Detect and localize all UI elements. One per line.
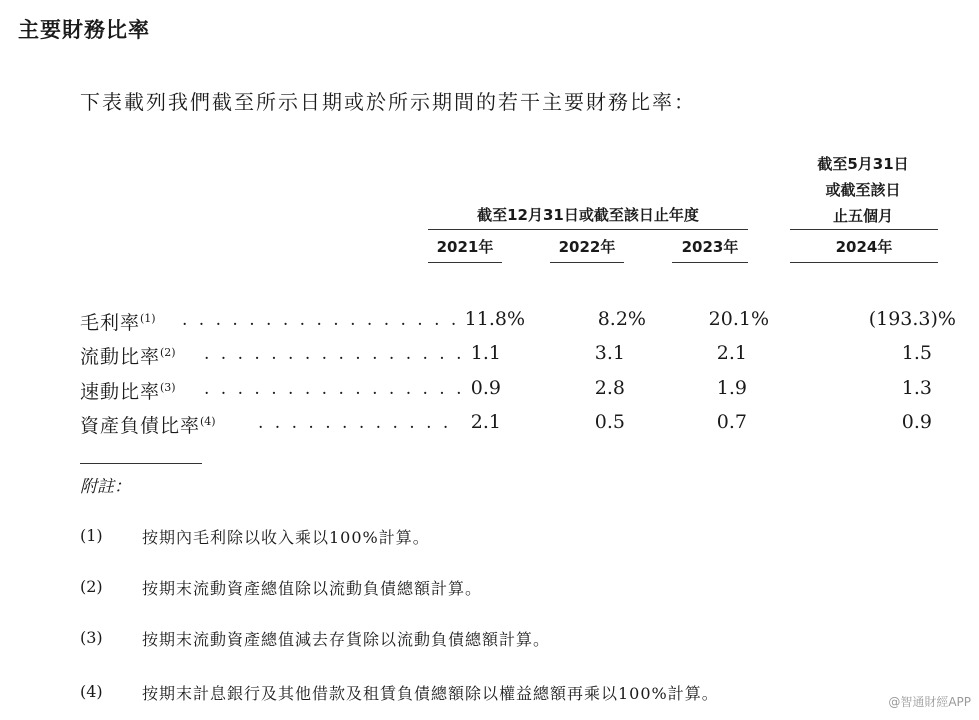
table-cell: 20.1% xyxy=(708,308,769,330)
column-header-2024: 2024年 xyxy=(835,238,893,256)
note-text: 按期末流動資產總值除以流動負債總額計算。 xyxy=(142,579,483,598)
period-header-line: 截至5月31日 xyxy=(817,155,909,173)
note-number: (1) xyxy=(80,526,103,545)
row-label-text: 流動比率 xyxy=(80,346,161,368)
table-cell: (193.3)% xyxy=(868,308,956,330)
watermark: @智通財經APP xyxy=(888,695,971,709)
table-cell: 3.1 xyxy=(594,342,625,364)
leader-dots: . . . . . . . . . . . . . . . . xyxy=(204,344,465,364)
footnote-marker: (3) xyxy=(160,381,176,394)
row-label-text: 資產負債比率 xyxy=(80,415,201,437)
note-text: 按期末計息銀行及其他借款及租賃負債總額除以權益總額再乘以100%計算。 xyxy=(142,684,719,703)
column-rule xyxy=(428,262,502,263)
column-rule xyxy=(550,262,624,263)
row-label-text: 毛利率 xyxy=(80,312,141,334)
table-cell: 0.9 xyxy=(901,411,932,433)
period-header-line: 或截至該日 xyxy=(825,181,901,199)
period-header-rule xyxy=(790,229,938,230)
column-rule xyxy=(790,262,938,263)
note-number: (4) xyxy=(80,682,103,701)
table-cell: 1.9 xyxy=(716,377,747,399)
note-text: 按期末流動資產總值減去存貨除以流動負債總額計算。 xyxy=(142,630,551,649)
table-cell: 1.3 xyxy=(901,377,932,399)
column-header-2023: 2023年 xyxy=(681,238,739,256)
note-text: 按期內毛利除以收入乘以100%計算。 xyxy=(142,528,430,547)
row-label-gearing-ratio xyxy=(80,411,216,438)
table-cell: 2.1 xyxy=(716,342,747,364)
table-cell: 0.5 xyxy=(594,411,625,433)
footnote-marker: (1) xyxy=(140,312,156,325)
leader-dots: . . . . . . . . . . . . . . . . xyxy=(204,379,465,399)
intro-paragraph: 下表載列我們截至所示日期或於所示期間的若干主要財務比率： xyxy=(80,90,696,114)
group-header: 截至12月31日或截至該日止年度 xyxy=(477,206,699,224)
table-cell: 0.7 xyxy=(716,411,747,433)
table-cell: 8.2% xyxy=(597,308,646,330)
note-number: (3) xyxy=(80,628,103,647)
period-header-line: 止五個月 xyxy=(832,207,893,225)
column-header-2021: 2021年 xyxy=(436,238,494,256)
table-cell: 11.8% xyxy=(464,308,525,330)
leader-dots: . . . . . . . . . . . . xyxy=(258,413,452,433)
notes-divider xyxy=(80,463,202,464)
table-cell: 1.1 xyxy=(470,342,501,364)
period-header xyxy=(790,151,936,229)
notes-title: 附註： xyxy=(80,477,131,497)
column-rule xyxy=(672,262,748,263)
table-cell: 1.5 xyxy=(901,342,932,364)
row-label-current-ratio xyxy=(80,342,176,369)
note-number: (2) xyxy=(80,577,103,596)
row-label-quick-ratio xyxy=(80,377,176,404)
footnote-marker: (2) xyxy=(160,346,176,359)
row-label-text: 速動比率 xyxy=(80,381,161,403)
row-label-gross-margin xyxy=(80,308,156,335)
table-cell: 0.9 xyxy=(470,377,501,399)
table-cell: 2.1 xyxy=(470,411,501,433)
leader-dots: . . . . . . . . . . . . . . . . . xyxy=(182,310,460,330)
table-cell: 2.8 xyxy=(594,377,625,399)
section-heading: 主要財務比率 xyxy=(18,18,150,42)
column-header-2022: 2022年 xyxy=(558,238,616,256)
footnote-marker: (4) xyxy=(200,415,216,428)
group-header-rule xyxy=(428,229,748,230)
